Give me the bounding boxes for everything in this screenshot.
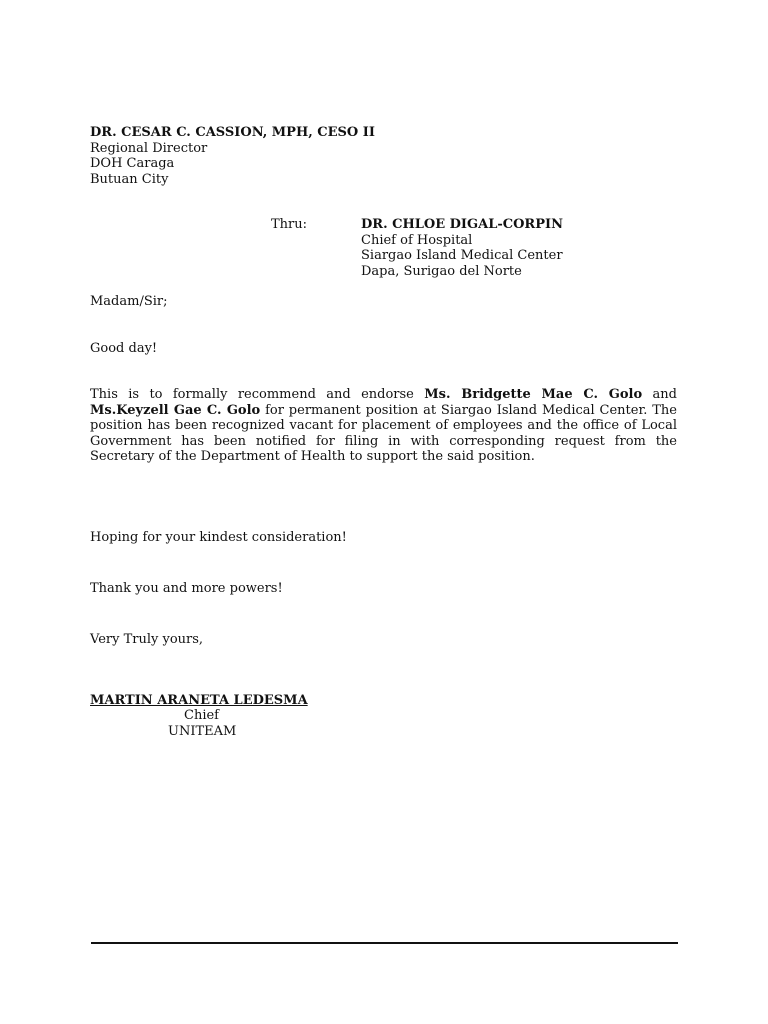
recipient-office: DOH Caraga — [90, 156, 175, 171]
greeting: Good day! — [90, 341, 158, 356]
thru-block — [361, 217, 563, 279]
recipient-block — [90, 125, 375, 187]
endorsee-2: Ms.Keyzell Gae C. Golo — [90, 402, 261, 418]
signatory-title: Chief — [184, 708, 219, 723]
salutation: Madam/Sir; — [90, 294, 168, 309]
thru-location: Dapa, Surigao del Norte — [361, 263, 522, 279]
recipient-name: DR. CESAR C. CASSION, MPH, CESO II — [90, 125, 375, 140]
endorsee-1: Ms. Bridgette Mae C. Golo — [424, 387, 643, 402]
body-conjunction: and — [642, 387, 677, 402]
body-rest: for permanent position at Siargao Island Medical Center. The position has been recognized vacant for placement of employees and the office of Local Government has been notified for filing in with corresponding request from the Secretary of the Department of Health to support the said position. — [90, 402, 677, 464]
thru-institution: Siargao Island Medical Center — [361, 248, 563, 263]
recipient-city: Butuan City — [90, 171, 169, 187]
signatory-organization: UNITEAM — [168, 724, 237, 739]
thru-name: DR. CHLOE DIGAL-CORPIN — [361, 217, 563, 232]
footer-divider — [91, 942, 678, 944]
thru-title: Chief of Hospital — [361, 232, 473, 248]
body-intro: This is to formally recommend and endorse — [90, 387, 425, 402]
thanks-line: Thank you and more powers! — [90, 581, 283, 596]
thru-label: Thru: — [271, 217, 308, 232]
recipient-title: Regional Director — [90, 140, 208, 156]
body-paragraph — [90, 387, 677, 465]
closing-line: Very Truly yours, — [90, 632, 204, 647]
signatory-name: MARTIN ARANETA LEDESMA — [90, 693, 308, 708]
hoping-line: Hoping for your kindest consideration! — [90, 530, 347, 545]
